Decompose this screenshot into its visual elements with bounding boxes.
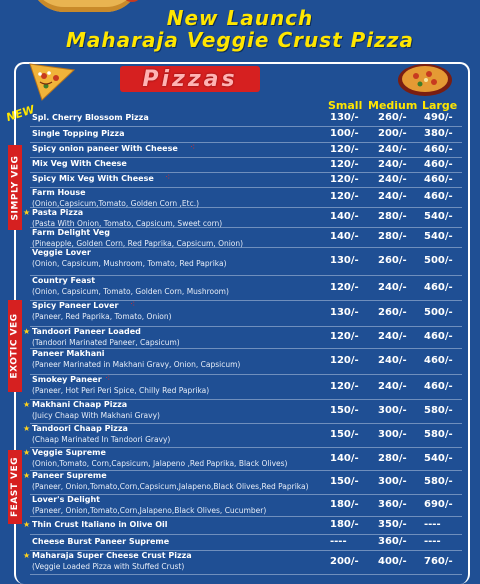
price-large: 540/- <box>424 452 453 464</box>
item-description: (Onion,Tomato, Corn,Capsicum, Jalapeno ,Red Paprika, Black Olives) <box>32 459 288 468</box>
item-name: Country Feast <box>32 276 96 285</box>
menu-row <box>30 374 462 400</box>
price-medium: 240/- <box>378 355 407 366</box>
price-medium: 240/- <box>378 380 407 392</box>
price-large: 500/- <box>424 307 453 318</box>
pizza-chef-icon <box>22 58 82 102</box>
star-icon: ★ <box>23 327 31 336</box>
price-large: 460/- <box>424 380 453 392</box>
star-icon: ★ <box>23 208 31 217</box>
pizzas-banner-label: Pizzas <box>132 67 247 92</box>
item-description: (Paneer, Hot Peri Peri Spice, Chilly Red Paprika) <box>32 386 210 395</box>
menu-row <box>30 247 462 276</box>
item-name: Mix Veg With Cheese <box>32 159 127 168</box>
price-medium: 280/- <box>378 231 407 242</box>
item-name: Farm Delight Veg <box>32 228 110 237</box>
price-medium: 240/- <box>378 143 407 155</box>
price-large: 460/- <box>424 158 453 170</box>
price-small: 120/- <box>330 281 359 293</box>
menu-row <box>30 187 462 208</box>
price-medium: 260/- <box>378 255 407 266</box>
star-icon: ★ <box>23 448 31 457</box>
price-large: ---- <box>424 519 441 530</box>
item-name: Spicy Paneer Lover <box>32 301 119 310</box>
item-description: (Tandoori Marinated Paneer, Capsicum) <box>32 338 180 347</box>
item-name: Maharaja Super Cheese Crust Pizza <box>32 551 192 560</box>
menu-row <box>30 110 462 127</box>
item-description: (Paneer, Red Paprika, Tomato, Onion) <box>32 312 172 321</box>
menu-row <box>30 142 462 158</box>
star-icon: ★ <box>23 471 31 480</box>
price-small: 130/- <box>330 307 359 318</box>
item-description: (Veggie Loaded Pizza with Stuffed Crust) <box>32 562 185 571</box>
price-small: 150/- <box>330 476 359 487</box>
price-medium: 240/- <box>378 331 407 342</box>
price-large: 580/- <box>424 405 453 416</box>
item-description: (Paneer, Onion,Tomato,Corn,Jalapeno,Black Olives, Cucumber) <box>32 506 267 515</box>
price-medium: 280/- <box>378 211 407 222</box>
item-description: (Chaap Marinated In Tandoori Gravy) <box>32 435 171 444</box>
price-medium: 240/- <box>378 158 407 170</box>
item-description: (Pineapple, Golden Corn, Red Paprika, Capsicum, Onion) <box>32 239 244 248</box>
size-small-header: Small <box>328 99 363 112</box>
menu-row <box>23 207 462 228</box>
price-medium: 350/- <box>378 519 407 530</box>
headline-new-launch: New Launch <box>166 6 314 30</box>
price-small: 140/- <box>330 211 359 222</box>
item-name: Spicy Mix Veg With Cheese <box>32 174 154 183</box>
price-small: 150/- <box>330 405 359 416</box>
price-medium: 240/- <box>378 191 407 202</box>
chili-icon: ⁖ <box>105 374 111 384</box>
price-medium: 300/- <box>378 429 407 440</box>
price-large: 460/- <box>424 331 453 342</box>
item-name: Tandoori Paneer Loaded <box>32 327 141 336</box>
item-name: Veggie Lover <box>32 248 91 257</box>
menu-row <box>30 172 462 188</box>
section-exotic-veg-label: EXOTIC VEG <box>10 313 20 379</box>
menu-row <box>23 447 462 471</box>
price-large: 460/- <box>424 191 453 202</box>
price-small: 140/- <box>330 452 359 464</box>
item-description: (Onion, Capsicum, Mushroom, Tomato, Red Paprika) <box>32 259 227 268</box>
price-medium: 260/- <box>378 307 407 318</box>
price-small: 130/- <box>330 112 359 123</box>
price-large: 460/- <box>424 355 453 366</box>
item-name: Paneer Supreme <box>32 471 107 480</box>
price-small: 120/- <box>330 158 359 170</box>
menu-row <box>23 399 462 424</box>
menu-row <box>23 470 462 495</box>
menu-row <box>30 157 462 173</box>
price-large: 580/- <box>424 429 453 440</box>
item-name: Tandoori Chaap Pizza <box>32 424 128 433</box>
menu-row <box>30 534 462 551</box>
item-description: (Paneer Marinated in Makhani Gravy, Onion, Capsicum) <box>32 360 241 369</box>
price-small: 140/- <box>330 231 359 242</box>
item-name: Spicy onion paneer With Cheese <box>32 144 178 153</box>
price-small: ---- <box>330 536 347 547</box>
item-name: Makhani Chaap Pizza <box>32 400 128 409</box>
chili-icon: ⁖ <box>130 300 136 310</box>
price-large: 580/- <box>424 476 453 487</box>
price-medium: 360/- <box>378 536 407 547</box>
item-description: (Juicy Chaap With Makhani Gravy) <box>32 411 160 420</box>
chili-icon: ⁖ <box>165 173 171 183</box>
item-name: Single Topping Pizza <box>32 128 125 138</box>
item-name: Cheese Burst Paneer Supreme <box>32 536 170 546</box>
price-medium: 240/- <box>378 281 407 293</box>
item-name: Smokey Paneer <box>32 375 102 384</box>
menu-row <box>30 348 462 375</box>
price-small: 120/- <box>330 191 359 202</box>
price-small: 120/- <box>330 355 359 366</box>
price-medium: 280/- <box>378 452 407 464</box>
section-feast-veg <box>8 450 22 524</box>
item-description: (Onion, Capsicum, Tomato, Golden Corn, Mushroom) <box>32 287 229 296</box>
price-small: 150/- <box>330 429 359 440</box>
price-small: 120/- <box>330 380 359 392</box>
price-medium: 360/- <box>378 499 407 510</box>
price-large: 500/- <box>424 255 453 266</box>
size-large-header: Large <box>422 99 458 112</box>
pizza-plate-icon <box>396 62 454 98</box>
size-medium-header: Medium <box>368 99 418 112</box>
item-description: (Onion,Capsicum,Tomato, Golden Corn ,Etc.) <box>32 199 200 208</box>
price-medium: 240/- <box>378 173 407 185</box>
item-description: (Paneer, Onion,Tomato,Corn,Capsicum,Jalapeno,Black Olives,Red Paprika) <box>32 482 309 491</box>
item-name: Spl. Cherry Blossom Pizza <box>32 112 149 122</box>
price-large: 540/- <box>424 211 453 222</box>
price-small: 120/- <box>330 143 359 155</box>
item-name: Paneer Makhani <box>32 349 105 358</box>
star-icon: ★ <box>23 424 31 433</box>
price-small: 200/- <box>330 556 359 567</box>
new-tag: NEW <box>4 102 37 125</box>
price-large: 380/- <box>424 128 453 139</box>
section-feast-veg-label: FEAST VEG <box>10 456 20 518</box>
price-large: 540/- <box>424 231 453 242</box>
price-medium: 400/- <box>378 556 407 567</box>
price-small: 120/- <box>330 331 359 342</box>
menu-row <box>30 275 462 301</box>
chili-icon: ⁖ <box>190 143 196 153</box>
headline-product: Maharaja Veggie Crust Pizza <box>66 28 414 52</box>
item-name: Veggie Supreme <box>32 448 106 457</box>
star-icon: ★ <box>23 551 31 560</box>
price-small: 180/- <box>330 519 359 530</box>
price-small: 180/- <box>330 499 359 510</box>
price-medium: 300/- <box>378 476 407 487</box>
price-medium: 300/- <box>378 405 407 416</box>
item-name: Thin Crust Italiano in Olive Oil <box>32 519 168 529</box>
price-small: 120/- <box>330 173 359 185</box>
menu-row <box>30 494 462 517</box>
price-large: 490/- <box>424 112 453 123</box>
item-name: Pasta Pizza <box>32 208 84 217</box>
item-name: Farm House <box>32 188 86 197</box>
price-large: ---- <box>424 536 441 547</box>
star-icon: ★ <box>23 400 31 409</box>
price-large: 460/- <box>424 143 453 155</box>
pizzas-banner <box>120 66 260 92</box>
price-small: 100/- <box>330 128 359 139</box>
price-large: 760/- <box>424 556 453 567</box>
section-exotic-veg <box>8 300 22 392</box>
price-large: 460/- <box>424 281 453 293</box>
section-simply-veg <box>8 145 22 230</box>
menu-row <box>30 227 462 248</box>
item-name: Lover's Delight <box>32 495 100 504</box>
menu-row <box>23 326 462 349</box>
menu-row <box>30 300 462 327</box>
price-large: 460/- <box>424 173 453 185</box>
price-medium: 260/- <box>378 112 407 123</box>
menu-row <box>23 550 462 575</box>
menu-row <box>30 126 462 143</box>
price-small: 130/- <box>330 255 359 266</box>
star-icon: ★ <box>23 519 31 529</box>
section-simply-veg-label: SIMPLY VEG <box>10 155 20 220</box>
menu-row <box>23 516 462 535</box>
price-large: 690/- <box>424 499 453 510</box>
price-medium: 200/- <box>378 128 407 139</box>
menu-row <box>23 423 462 448</box>
item-description: (Pasta With Onion, Tomato, Capsicum, Sweet corn) <box>32 219 223 228</box>
